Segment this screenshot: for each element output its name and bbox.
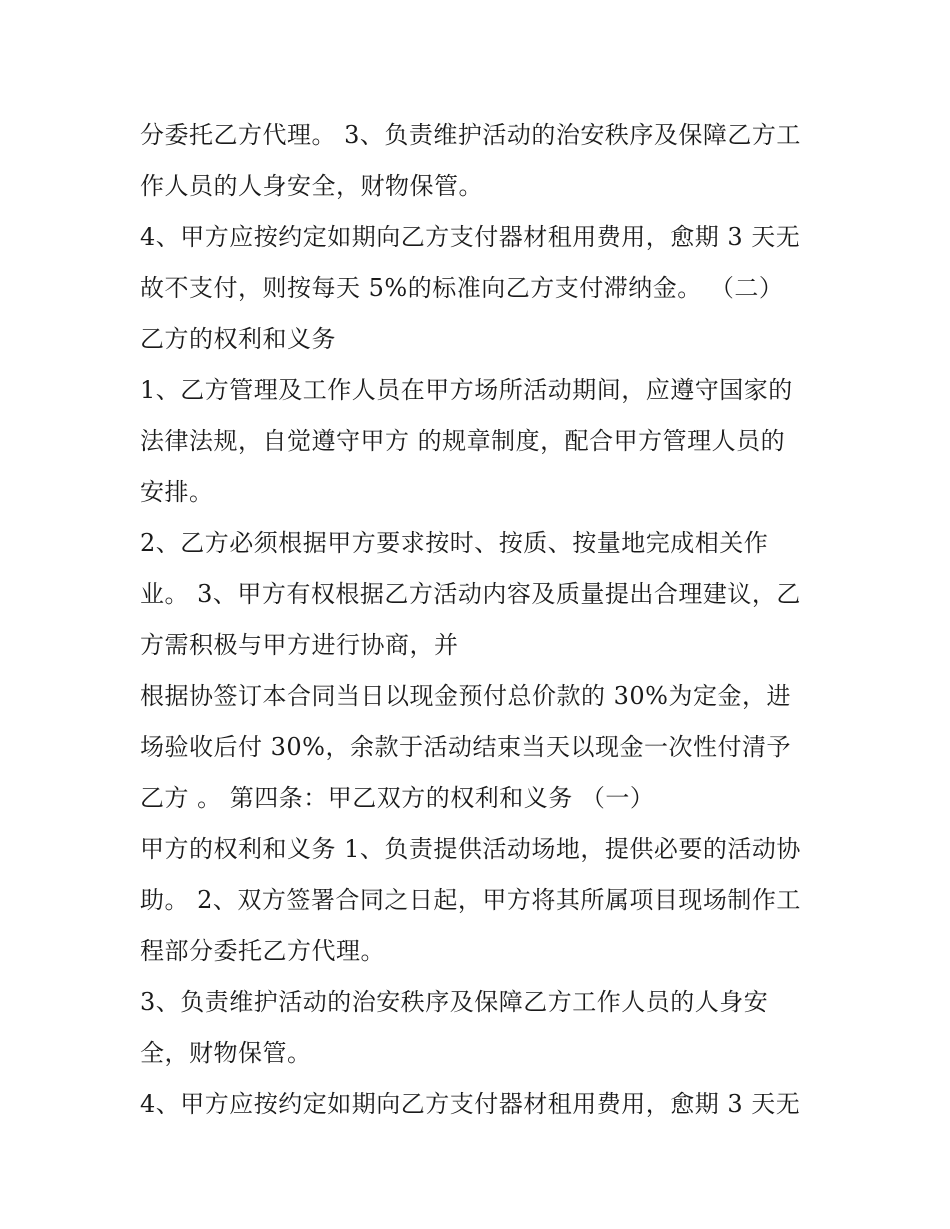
text-line-18: 3、负责维护活动的治安秩序及保障乙方工作人员的人身安 <box>140 988 769 1016</box>
text-line-19: 全，财物保管。 <box>140 1039 312 1067</box>
text-line-11: 方需积极与甲方进行协商，并 <box>140 631 459 659</box>
text-line-5: 乙方的权利和义务 <box>140 325 336 353</box>
text-line-15: 甲方的权利和义务 1、负责提供活动场地，提供必要的活动协 <box>140 835 801 863</box>
text-line-6: 1、乙方管理及工作人员在甲方场所活动期间，应遵守国家的 <box>140 376 793 404</box>
text-line-16: 助。 2、双方签署合同之日起，甲方将其所属项目现场制作工 <box>140 886 801 914</box>
text-line-12: 根据协签订本合同当日以现金预付总价款的 30%为定金，进 <box>140 682 791 710</box>
text-line-8: 安排。 <box>140 478 214 506</box>
contract-text-body <box>140 110 820 1130</box>
text-line-13: 场验收后付 30%，余款于活动结束当天以现金一次性付清予 <box>140 733 791 761</box>
text-line-9: 2、乙方必须根据甲方要求按时、按质、按量地完成相关作 <box>140 529 769 557</box>
text-line-10: 业。 3、甲方有权根据乙方活动内容及质量提出合理建议，乙 <box>140 580 801 608</box>
text-line-20: 4、甲方应按约定如期向乙方支付器材租用费用，愈期 3 天无 <box>140 1090 801 1118</box>
text-line-1: 分委托乙方代理。 3、负责维护活动的治安秩序及保障乙方工 <box>140 121 801 149</box>
text-line-7: 法律法规，自觉遵守甲方 的规章制度，配合甲方管理人员的 <box>140 427 786 455</box>
text-line-3: 4、甲方应按约定如期向乙方支付器材租用费用，愈期 3 天无 <box>140 223 801 251</box>
text-line-2: 作人员的人身安全，财物保管。 <box>140 172 483 200</box>
text-line-4: 故不支付，则按每天 5%的标准向乙方支付滞纳金。 （二） <box>140 274 784 302</box>
text-line-14: 乙方 。 第四条：甲乙双方的权利和义务 （一） <box>140 784 655 812</box>
text-line-17: 程部分委托乙方代理。 <box>140 937 385 965</box>
